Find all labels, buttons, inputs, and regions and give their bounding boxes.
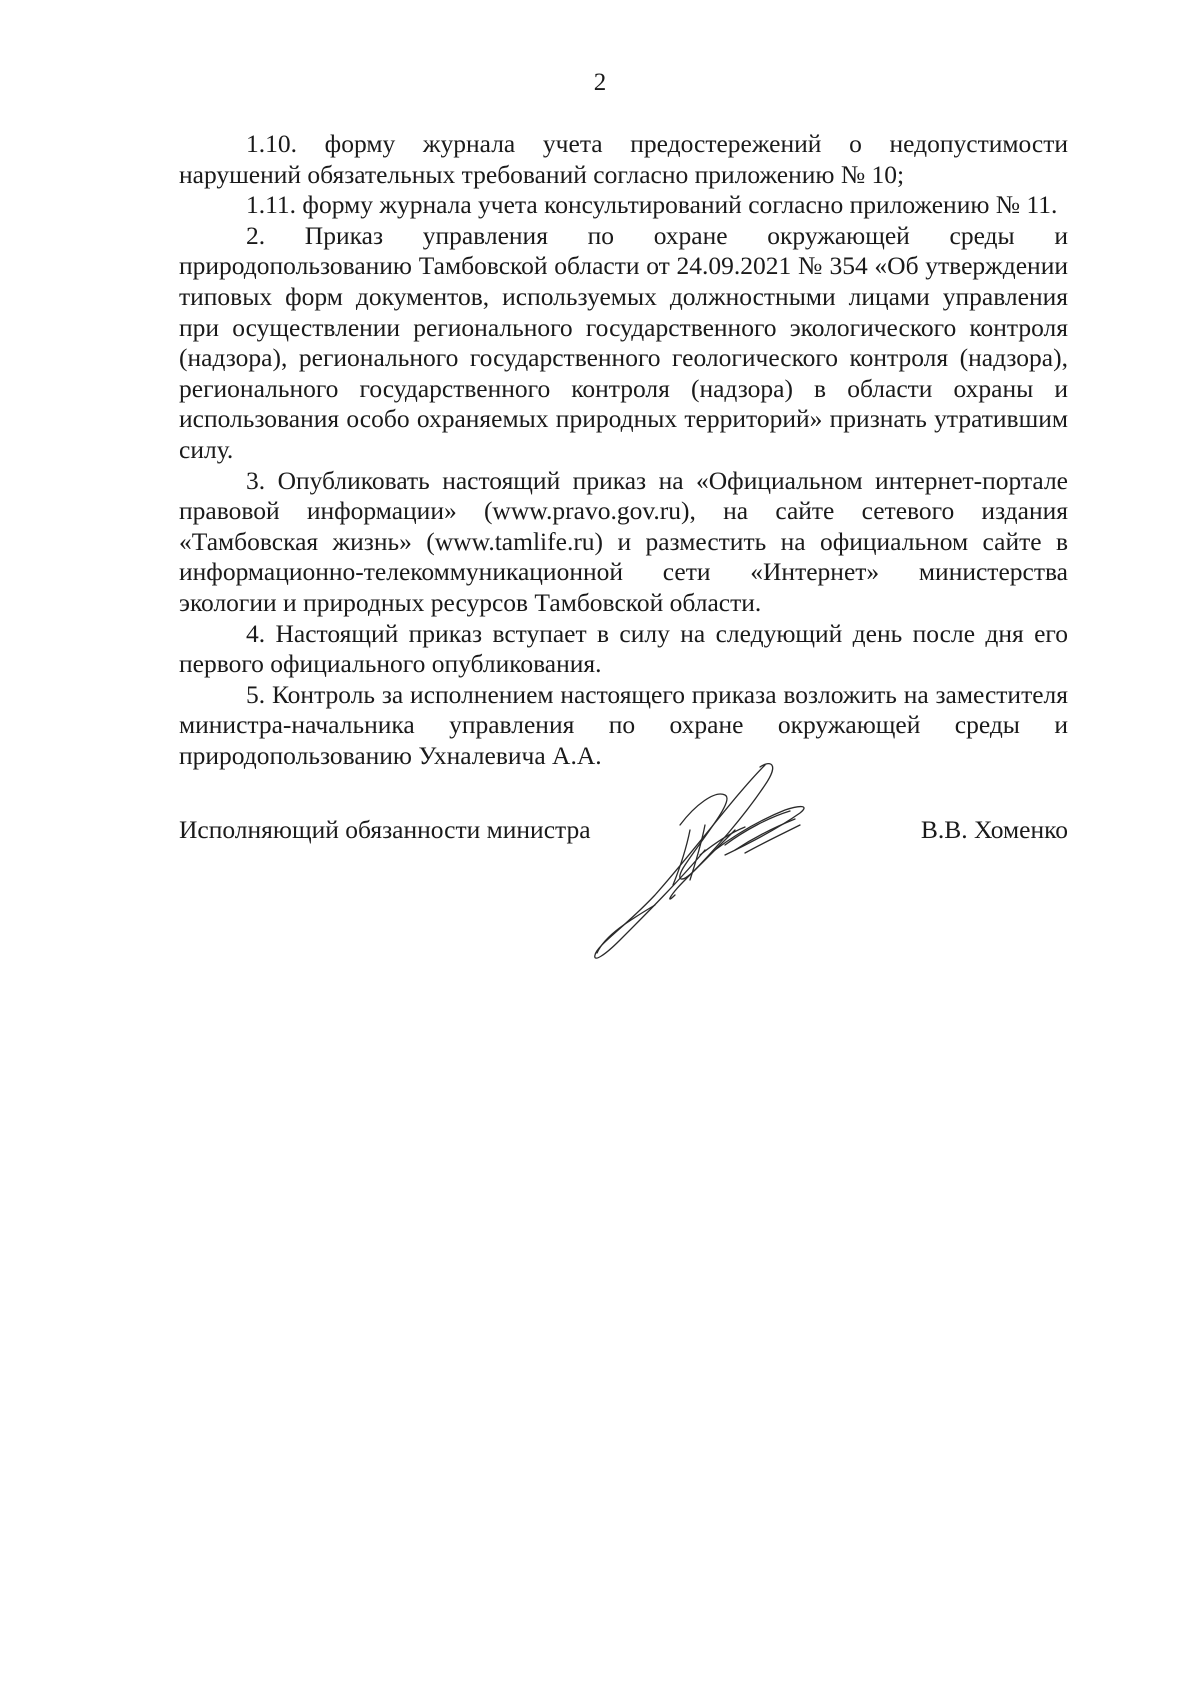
document-body <box>179 129 1068 771</box>
page-number: 2 <box>593 69 607 96</box>
paragraph-3: 3. Опубликовать настоящий приказ на «Официальном интернет-портале правовой информации» (www.pravo.gov.ru), на сайте сетевого издания «Тамбовская жизнь» (www.tamlife.ru) и разместить на официальном сайте в информационно-телекоммуникационной сети «Интернет» министерства экологии и природных ресурсов Тамбовской области. <box>179 465 1068 617</box>
paragraph-1-11: 1.11. форму журнала учета консультирований согласно приложению № 11. <box>246 190 1058 220</box>
handwritten-signature <box>585 755 825 970</box>
paragraph-5: 5. Контроль за исполнением настоящего приказа возложить на заместителя министра-начальника управления по охране окружающей среды и природопользованию Ухналевича А.А. <box>179 679 1068 770</box>
paragraph-2: 2. Приказ управления по охране окружающей среды и природопользованию Тамбовской области от 24.09.2021 № 354 «Об утверждении типовых форм документов, используемых должностными лицами управления при осуществлении регионального государственного экологического контроля (надзора), регионального государственного геологического контроля (надзора), регионального государственного контроля (надзора) в области охраны и использования особо охраняемых природных территорий» признать утратившим силу. <box>179 220 1068 464</box>
paragraph-1-10: 1.10. форму журнала учета предостережений о недопустимости нарушений обязательных требований согласно приложению № 10; <box>179 129 1068 189</box>
paragraph-4: 4. Настоящий приказ вступает в силу на следующий день после дня его первого официального опубликования. <box>179 618 1068 679</box>
signatory-name: В.В. Хоменко <box>920 815 1068 844</box>
signatory-position: Исполняющий обязанности министра <box>179 815 591 844</box>
